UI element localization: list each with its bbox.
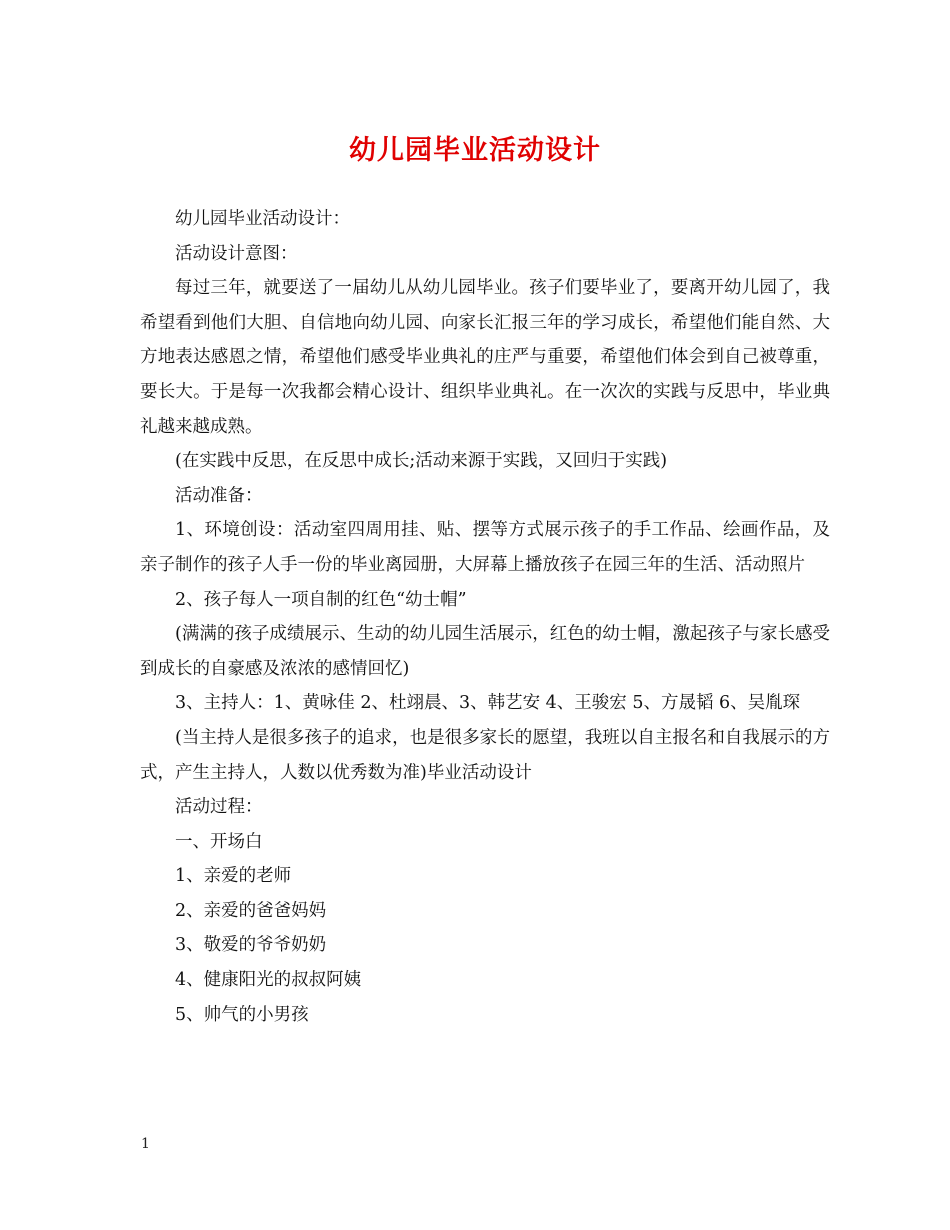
- document-body: [140, 202, 830, 1032]
- paragraph: 一、开场白: [175, 831, 263, 852]
- paragraph: 活动准备：: [175, 485, 263, 506]
- paragraph: 幼儿园毕业活动设计：: [175, 209, 350, 229]
- paragraph: 3、主持人：1、黄咏佳 2、杜翊晨、3、韩艺安 4、王骏宏 5、方晟韬 6、吴胤琛: [175, 693, 801, 714]
- paragraph: 2、孩子每人一项自制的红色“幼士帽”: [175, 589, 467, 610]
- paragraph: (在实践中反思，在反思中成长;活动来源于实践，又回归于实践): [175, 451, 668, 472]
- paragraph: 1、环境创设：活动室四周用挂、贴、摆等方式展示孩子的手工作品、绘画作品，及亲子制作的孩子人手一份的毕业离园册，大屏幕上播放孩子在园三年的生活、活动照片: [140, 520, 830, 575]
- page-number: 1: [141, 1136, 150, 1152]
- paragraph: 3、敬爱的爷爷奶奶: [175, 935, 327, 956]
- paragraph: 5、帅气的小男孩: [175, 1004, 309, 1025]
- paragraph: 4、健康阳光的叔叔阿姨: [175, 970, 362, 991]
- paragraph: 活动过程：: [175, 797, 263, 818]
- paragraph: 每过三年，就要送了一届幼儿从幼儿园毕业。孩子们要毕业了，要离开幼儿园了，我希望看到他们大胆、自信地向幼儿园、向家长汇报三年的学习成长，希望他们能自然、大方地表达感恩之情，希望他们感受毕业典礼的庄严与重要，希望他们体会到自己被尊重，要长大。于是每一次我都会精心设计、组织毕业典礼。在一次次的实践与反思中，毕业典礼越来越成熟。: [140, 278, 830, 437]
- paragraph: (当主持人是很多孩子的追求，也是很多家长的愿望，我班以自主报名和自我展示的方式，产生主持人，人数以优秀数为准)毕业活动设计: [140, 727, 830, 783]
- paragraph: 2、亲爱的爸爸妈妈: [175, 900, 327, 921]
- document-title: 幼儿园毕业活动设计: [349, 135, 601, 166]
- paragraph: 1、亲爱的老师: [175, 866, 292, 887]
- paragraph: 活动设计意图：: [175, 243, 298, 264]
- paragraph: (满满的孩子成绩展示、生动的幼儿园生活展示，红色的幼士帽，激起孩子与家长感受到成长的自豪感及浓浓的感情回忆): [140, 624, 830, 679]
